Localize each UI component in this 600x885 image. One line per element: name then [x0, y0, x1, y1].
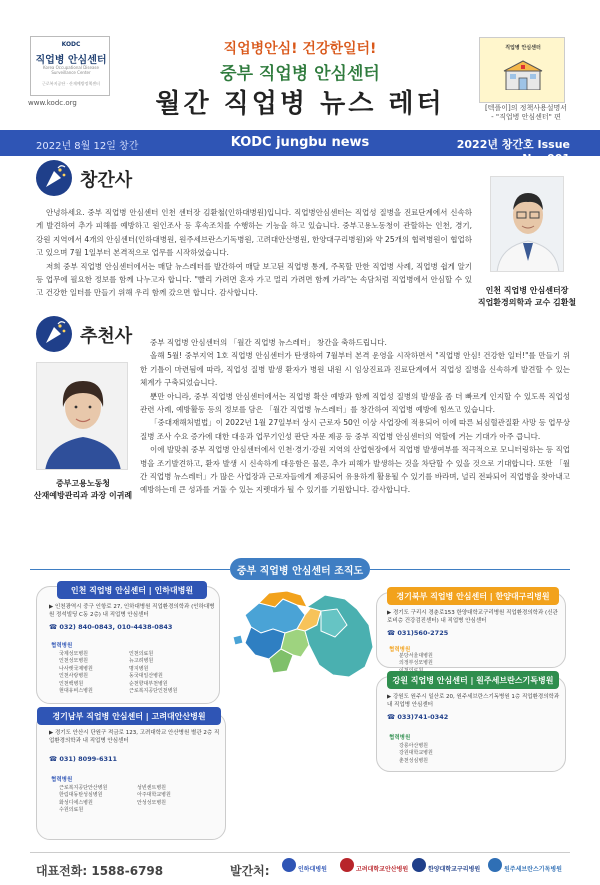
korea-univ-ansan-logo-icon	[340, 858, 354, 872]
gyeonggi-north-center-address: ▶ 경기도 구리시 경춘로153 한양대학교구리병원 직업환경의학과 (신관 로비층 건강검진센터) 내 직업병 안심센터	[387, 610, 558, 624]
org-chart-title: 중부 직업병 안심센터 조직도	[236, 566, 364, 577]
kodc-logo	[30, 36, 110, 96]
gangwon-partner-title: 협력병원	[389, 735, 411, 741]
footer-divider	[30, 852, 570, 853]
publisher-label: 발간처:	[230, 864, 270, 878]
gyeonggi-south-center-address: ▶ 경기도 안산시 단원구 적금로 123, 고려대학교 안산병원 별관 2층 직업환경의학과 내 직업병 안심센터	[49, 730, 220, 744]
gyeonggi-south-partner-list-right: 성빈센트병원 아주대학교병원 안성성모병원	[137, 785, 171, 806]
incheon-center-phone[interactable]: ☎ 032) 840-0843, 010-4438-0843	[49, 623, 173, 631]
inaugural-photo	[490, 176, 564, 272]
incheon-center-header: 인천 직업병 안심센터 | 인하대병원	[57, 581, 207, 599]
issue-number: 2022년 창간호 Issue No. 001	[456, 138, 570, 165]
banner-title: KODC jungbu news	[230, 135, 370, 150]
inaugural-body: 안녕하세요. 중부 직업병 안심센터 인천 센터장 김환철(인하대병원)입니다. 직업병안심센터는 직업성 질병을 진료단계에서 신속하게 발견하여 추가 피해를 예방하고 원인조사 등 후속조치를 수행하는 기능을 하고 있습니다. 중부고용노동청이 관할하는 인천, 경기, 강원 지역에서 4개의 안심센터(인하대병원, 원주세브란스기독병원, 고려대안산병원, 한양대구리병원)와 약 25개의 협력병원이 협업하고 있으며 7월 1일부터 본격적으로 업무를 시작하였습니다. 저희 중부 직업병 안심센터에서는 매달 뉴스레터를 발간하여 매달 보고된 직업병 통계, 주목할 만한 직업병 사례, 직업병 쉽게 알기 등 업무에 필요한 정보를 함께 나누고자 합니다. "빨리 가려면 혼자 가고 멀리 가려면 함께 가라"는 속담처럼 직업병에서 안심할 수 있고 건강한 일터를 만들기 위해 우리 함께 갔으면 합니다. 감사합니다.	[36, 208, 472, 298]
congrats-heading: 추천사	[80, 326, 133, 347]
incheon-center-card	[36, 586, 220, 704]
gyeonggi-north-center-header: 경기북부 직업병 안심센터 | 한양대구리병원	[387, 587, 559, 605]
gyeonggi-north-center-card	[376, 592, 566, 668]
inha-hospital-logo-icon	[282, 858, 296, 872]
gyeonggi-north-partner-list: 분당서울대병원 의정부성모병원	[399, 653, 433, 667]
congrats-caption: 중부고용노동청 산재예방관리과 과장 이귀례	[33, 479, 133, 500]
founding-date: 2022년 8월 12일 창간	[36, 141, 139, 152]
gyeonggi-north-partner-title: 협력병원	[389, 647, 411, 653]
party-popper-icon	[36, 316, 72, 352]
divider	[370, 569, 570, 570]
issue-banner	[0, 130, 600, 165]
congrats-photo	[36, 362, 128, 470]
logo-subtitle: Korea Occupational Disease Surveillance Center	[43, 65, 99, 75]
gangwon-center-header: 강원 직업병 안심센터 | 원주세브란스기독병원	[387, 671, 559, 689]
inaugural-heading: 창간사	[80, 170, 133, 191]
gyeonggi-south-center-card	[36, 712, 226, 840]
wonju-severance-logo-icon	[488, 858, 502, 872]
divider	[30, 569, 230, 570]
publisher-hospital-1: 인하대병원	[298, 866, 327, 873]
publisher-hospital-3: 한양대학교구리병원	[428, 866, 481, 873]
poster-caption: [텍플이]의 정책사용설명서 - "직업병 안심센터" 편	[484, 104, 568, 121]
congrats-body: 중부 직업병 안심센터의 「월간 직업병 뉴스레터」 창간을 축하드립니다. 올해 5월! 중부지역 1호 직업병 안심센터가 탄생하여 7월부터 본격 운영을 시작하면서 "직업병 안심! 건강한 일터!"를 만들기 위한 기틀이 마련됨에 따라, 직업성 질병 발생 환자가 병원 내원 시 임상진료과 진료단계에서 직업성 질병을 신속하게 발견할 수 있는 체계가 구축되었습니다. 뿐만 아니라, 중부 직업병 안심센터에서는 직업병 확산 예방과 함께 직업성 질병의 발생을 좀 더 빠르게 인지할 수 있도록 직업성 관련 사례, 예방활동 등의 정보를 담은 「월간 직업병 뉴스레터」를 창간하여 직업병 예방에 힘쓰고 있습니다. 「중대재해처벌법」이 2022년 1월 27일부터 상시 근로자 50인 이상 사업장에 적용되어 이에 따른 뇌심혈관질환 사망 등 업무상 질병 조사 수요 증가에 대한 대응과 업무기인성 판단 자문 제공 등 중부 직업병 안심센터의 역할에 거는 기대가 아주 큽니다. 이에 발맞춰 중부 직업병 안심센터에서 인천·경기·강원 지역의 산업현장에서 직업병 발생여부를 적극적으로 모니터링하는 등 직업병을 조기발견하고, 환자 발생 시 신속하게 대응함은 물론, 추가 피해가 발생하는 것을 차단할 수 있을 것으로 기대합니다. 또한 「월간 직업병 뉴스레터」가 많은 사업장과 근로자들에게 제공되어 유용하게 활용될 수 있기를 바라며, 널리 전파되어 직업병을 찾아내고 예방하는데 큰 성과를 거둘 수 있는 지렛대가 될 수 있기를 기원합니다. 감사합니다.	[140, 338, 570, 495]
gyeonggi-south-partner-list-left: 근로복지공단안산병원 한림대동탄성심병원 화성디에스병원 수원의료원	[59, 785, 108, 814]
gyeonggi-south-partner-title: 협력병원	[51, 777, 73, 783]
center-name: 중부 직업병 안심센터	[220, 64, 380, 84]
incheon-partner-title: 협력병원	[51, 643, 73, 649]
logo-title: 직업병 안심센터	[35, 55, 107, 66]
website-link[interactable]: www.kodc.org	[28, 99, 77, 107]
newsletter-header	[0, 0, 600, 130]
publisher-hospital-4: 원주세브란스기독병원	[504, 866, 562, 873]
inaugural-caption: 인천 직업병 안심센터장 직업환경의학과 교수 김환철	[477, 286, 577, 307]
newsletter-title: 월간 직업병 뉴스 레터	[155, 89, 445, 119]
poster-title: 직업병 안심센터	[505, 45, 541, 51]
publisher-hospital-2: 고려대학교안산병원	[356, 866, 409, 873]
incheon-center-address: ▶ 인천광역시 중구 인항로 27, 인하대병원 직업환경의학과 (인하대병원 정석빌딩 C동 2층) 내 직업병 안심센터	[49, 604, 215, 618]
logo-org: 근로복지공단 · 산재예방정책센터	[42, 81, 100, 86]
gangwon-center-card	[376, 676, 566, 772]
policy-poster-thumbnail[interactable]	[479, 37, 565, 103]
gangwon-center-phone[interactable]: ☎ 033)741-0342	[387, 713, 449, 721]
slogan: 직업병안심! 건강한일터!	[223, 41, 377, 57]
gangwon-center-address: ▶ 강원도 원주시 일산로 20, 원주세브란스기독병원 1층 직업환경의학과 내 직업병 안심센터	[387, 694, 560, 708]
party-popper-icon	[36, 160, 72, 196]
central-region-map	[225, 585, 385, 705]
incheon-partner-list-right: 인천의료원 뉴고려병원 명지병원 동국대일산병원 순천향대부천병원 근로복지공단인천병원	[129, 651, 178, 695]
gyeonggi-south-center-phone[interactable]: ☎ 031) 8099-6311	[49, 755, 118, 763]
gyeonggi-south-center-header: 경기남부 직업병 안심센터 | 고려대안산병원	[37, 707, 221, 725]
incheon-partner-list-left: 국제성모병원 인천성모병원 나사렛국제병원 인천사랑병원 인천백병원 현대유비스병원	[59, 651, 93, 695]
hospital-illustration-icon	[502, 60, 544, 90]
org-chart-title-pill	[230, 558, 370, 580]
gangwon-partner-list: 강릉아산병원 강원대학교병원 춘천성심병원	[399, 743, 433, 764]
hanyang-guri-logo-icon	[412, 858, 426, 872]
logo-kodc-text: KODC	[61, 41, 81, 48]
gyeonggi-north-center-phone[interactable]: ☎ 031)560-2725	[387, 629, 449, 637]
main-phone[interactable]: 대표전화: 1588-6798	[36, 864, 164, 878]
